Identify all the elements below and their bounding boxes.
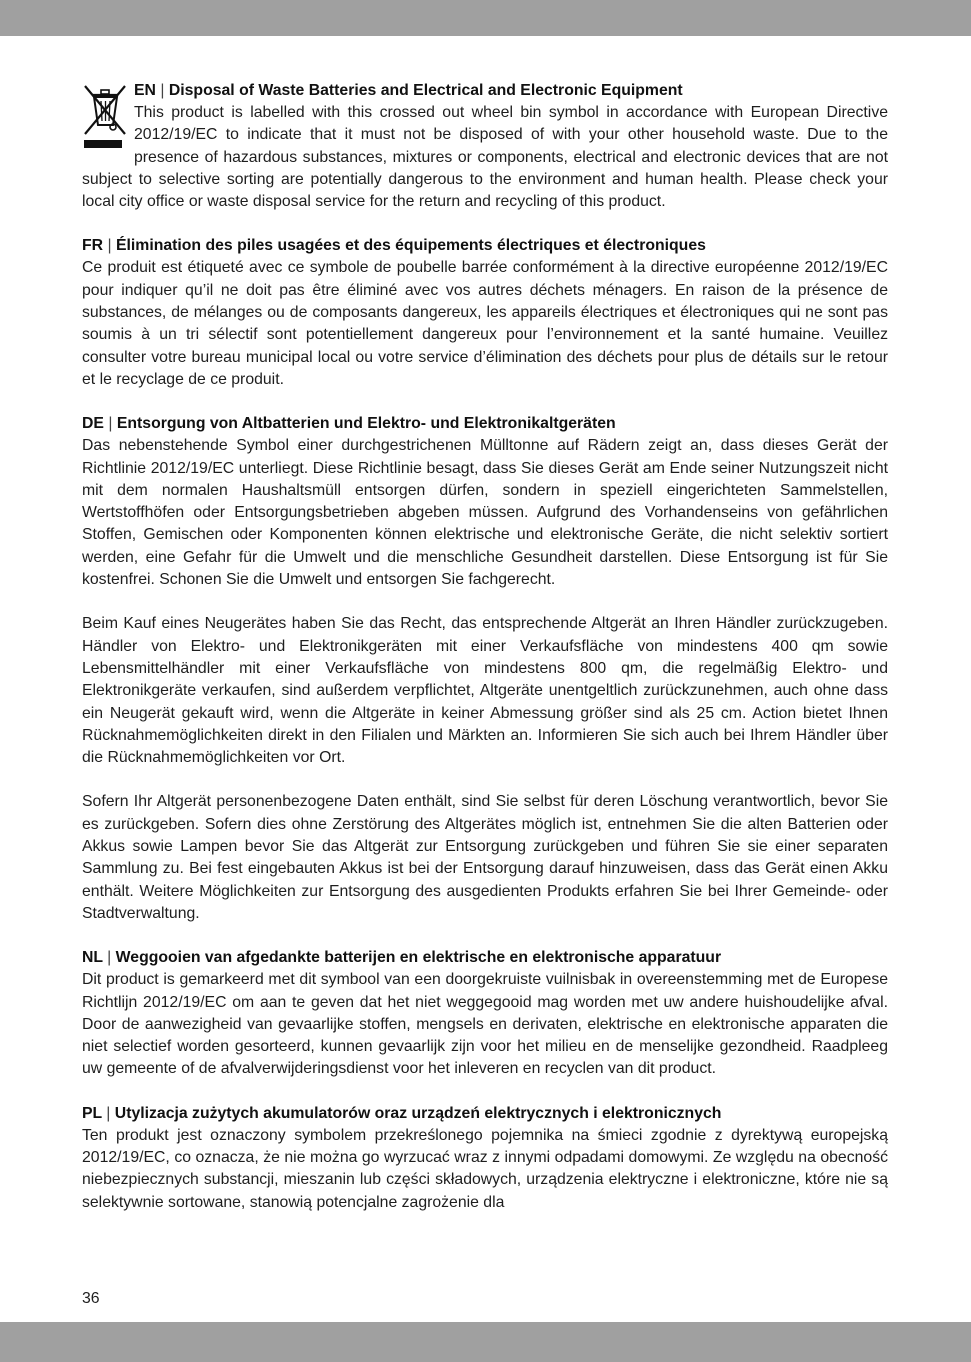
section-heading	[134, 80, 888, 102]
language-code: NL	[82, 949, 103, 967]
section-paragraph: Ten produkt jest oznaczony symbolem przekreślonego pojemnika na śmieci zgodnie z dyrektywą europejską 2012/19/EC, co oznacza, że nie można go wyrzucać wraz z innymi odpadami domowymi. Ze względu na obecność niebezpiecznych substancji, mieszanin lub części składowych, urządzenia elektryczne i elektroniczne, które nie są selektywnie sortowane, stanowią potencjalne zagrożenie dla	[82, 1126, 888, 1211]
bottom-band	[0, 1322, 971, 1362]
section-paragraph: Beim Kauf eines Neugerätes haben Sie das Recht, das entsprechende Altgerät an Ihren Händler zurückzugeben. Händler von Elektro- und Elektronikgeräten mit einer Verkaufsfläche von mindestens 400 qm sowie Lebensmittelhändler mit einer Verkaufsfläche von mindestens 800 qm, die regelmäßig Elektro- und Elektronikgeräte verkaufen, sind außerdem verpflichtet, Altgeräte unentgeltlich zurückzunehmen, auch ohne dass ein Neugerät gekauft wird, wenn die Altgeräte in keiner Abmessung größer sind als 25 cm. Action bietet Ihnen Rücknahmemöglichkeiten direkt in den Filialen und Märkten an. Informieren Sie sich auch bei Ihrem Händler über die Rücknahmemöglichkeiten vor Ort.	[82, 615, 888, 767]
heading-separator: |	[108, 415, 113, 433]
section-title: Élimination des piles usagées et des équipements électriques et électroniques	[115, 237, 706, 255]
language-code: FR	[82, 237, 104, 255]
language-code: PL	[82, 1104, 102, 1122]
heading-separator: |	[106, 1104, 111, 1122]
section-en	[82, 80, 888, 213]
section-title: Entsorgung von Altbatterien und Elektro- und Elektronikaltgeräten	[116, 415, 616, 433]
heading-separator: |	[107, 949, 112, 967]
language-code: EN	[134, 82, 156, 99]
section-paragraph: Dit product is gemarkeerd met dit symbool van een doorgekruiste vuilnisbak in overeenstemming met de Europese Richtlijn 2012/19/EC om aan te geven dat het niet weggegooid mag worden met uw andere huishoudelijke afval. Door de aanwezigheid van gevaarlijke stoffen, mengsels en derivaten, elektrische en elektronische apparaten die niet selectief worden gesorteerd, kunnen gevaarlijk zijn voor het milieu en de menselijke gezondheid. Raadpleeg uw gemeente of de afvalverwijderingsdienst voor het inleveren en recyclen van dit product.	[82, 971, 888, 1078]
section-fr	[82, 235, 888, 391]
section-paragraph: This product is labelled with this crossed out wheel bin symbol in accordance with European Directive 2012/19/EC to indicate that it must not be disposed of with your other household waste. Due to the presence of hazardous substances, mixtures or components, electrical and electronic devices that are not subject to selective sorting are potentially dangerous to the environment and human health. Please check your local city office or waste disposal service for the return and recycling of this product.	[82, 104, 888, 211]
section-title: Utylizacja zużytych akumulatorów oraz urządzeń elektrycznych i elektronicznych	[114, 1104, 722, 1122]
document-body	[82, 80, 888, 1236]
top-band	[0, 0, 971, 36]
section-paragraph: Sofern Ihr Altgerät personenbezogene Daten enthält, sind Sie selbst für deren Löschung verantwortlich, bevor Sie es zurückgeben. Sofern dies ohne Zerstörung des Altgerätes möglich ist, entnehmen Sie die alten Batterien oder Akkus sowie Lampen bevor Sie das Altgerät zur Entsorgung zurückgeben und führen Sie sie einer separaten Sammlung zu. Bei fest eingebauten Akkus ist bei der Entsorgung darauf hinzuweisen, dass das Gerät einen Akku enthält. Weitere Möglichkeiten zur Entsorgung des ausgedienten Produkts erfahren Sie bei Ihrer Gemeinde- oder Stadtverwaltung.	[82, 793, 888, 922]
section-paragraph: Das nebenstehende Symbol einer durchgestrichenen Mülltonne auf Rädern zeigt an, dass dieses Gerät der Richtlinie 2012/19/EC unterliegt. Diese Richtlinie besagt, dass Sie dieses Gerät am Ende seiner Nutzungszeit nicht mit dem normalen Haushaltsmüll entsorgen dürfen, sondern in speziell eingerichteten Sammelstellen, Wertstoffhöfen oder Entsorgungsbetrieben abgeben müssen. Aufgrund des Vorhandenseins von gefährlichen Stoffen, Gemischen oder Komponenten können elektrische und elektronische Geräte, die nicht selektiv sortiert werden, eine Gefahr für die Umwelt und die menschliche Gesundheit darstellen. Diese Entsorgung ist für Sie kostenfrei. Schonen Sie die Umwelt und entsorgen Sie fachgerecht.	[82, 437, 888, 589]
heading-separator: |	[160, 82, 165, 99]
section-paragraph: Ce produit est étiqueté avec ce symbole de poubelle barrée conformément à la directive européenne 2012/19/EC pour indiquer qu’il ne doit pas être éliminé avec vos autres déchets ménagers. En raison de la présence de substances, de mélanges ou de composants dangereux, les appareils électriques et électroniques qui ne sont pas soumis à un tri sélectif sont potentiellement dangereux pour l’environnement et la santé humaine. Veuillez consulter votre bureau municipal local ou votre service d’élimination des déchets pour plus de détails sur le retour et le recyclage de ce produit.	[82, 259, 888, 388]
section-title: Disposal of Waste Batteries and Electrical and Electronic Equipment	[168, 82, 683, 99]
section-heading	[82, 1103, 888, 1125]
section-pl	[82, 1103, 888, 1214]
section-title: Weggooien van afgedankte batterijen en elektrische en elektronische apparatuur	[115, 949, 722, 967]
language-code: DE	[82, 415, 104, 433]
section-heading	[82, 947, 888, 969]
section-heading	[82, 235, 888, 257]
page-number: 36	[82, 1290, 100, 1307]
heading-separator: |	[107, 237, 112, 255]
section-nl	[82, 947, 888, 1080]
crossed-out-wheelie-bin-icon	[82, 82, 128, 150]
section-de	[82, 413, 888, 925]
section-heading	[82, 413, 888, 435]
